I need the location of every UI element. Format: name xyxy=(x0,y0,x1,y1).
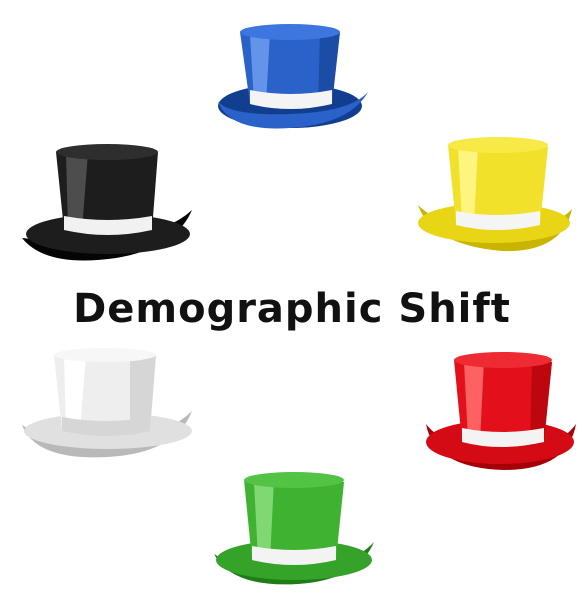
yellow-hat-image xyxy=(412,135,577,265)
red-hat-image xyxy=(420,348,580,478)
blue-hat-image xyxy=(210,20,370,135)
title-text: Demographic Shift xyxy=(73,286,511,332)
green-hat-image xyxy=(208,470,378,590)
black-hat-image xyxy=(16,138,196,268)
white-hat-image xyxy=(16,345,196,465)
